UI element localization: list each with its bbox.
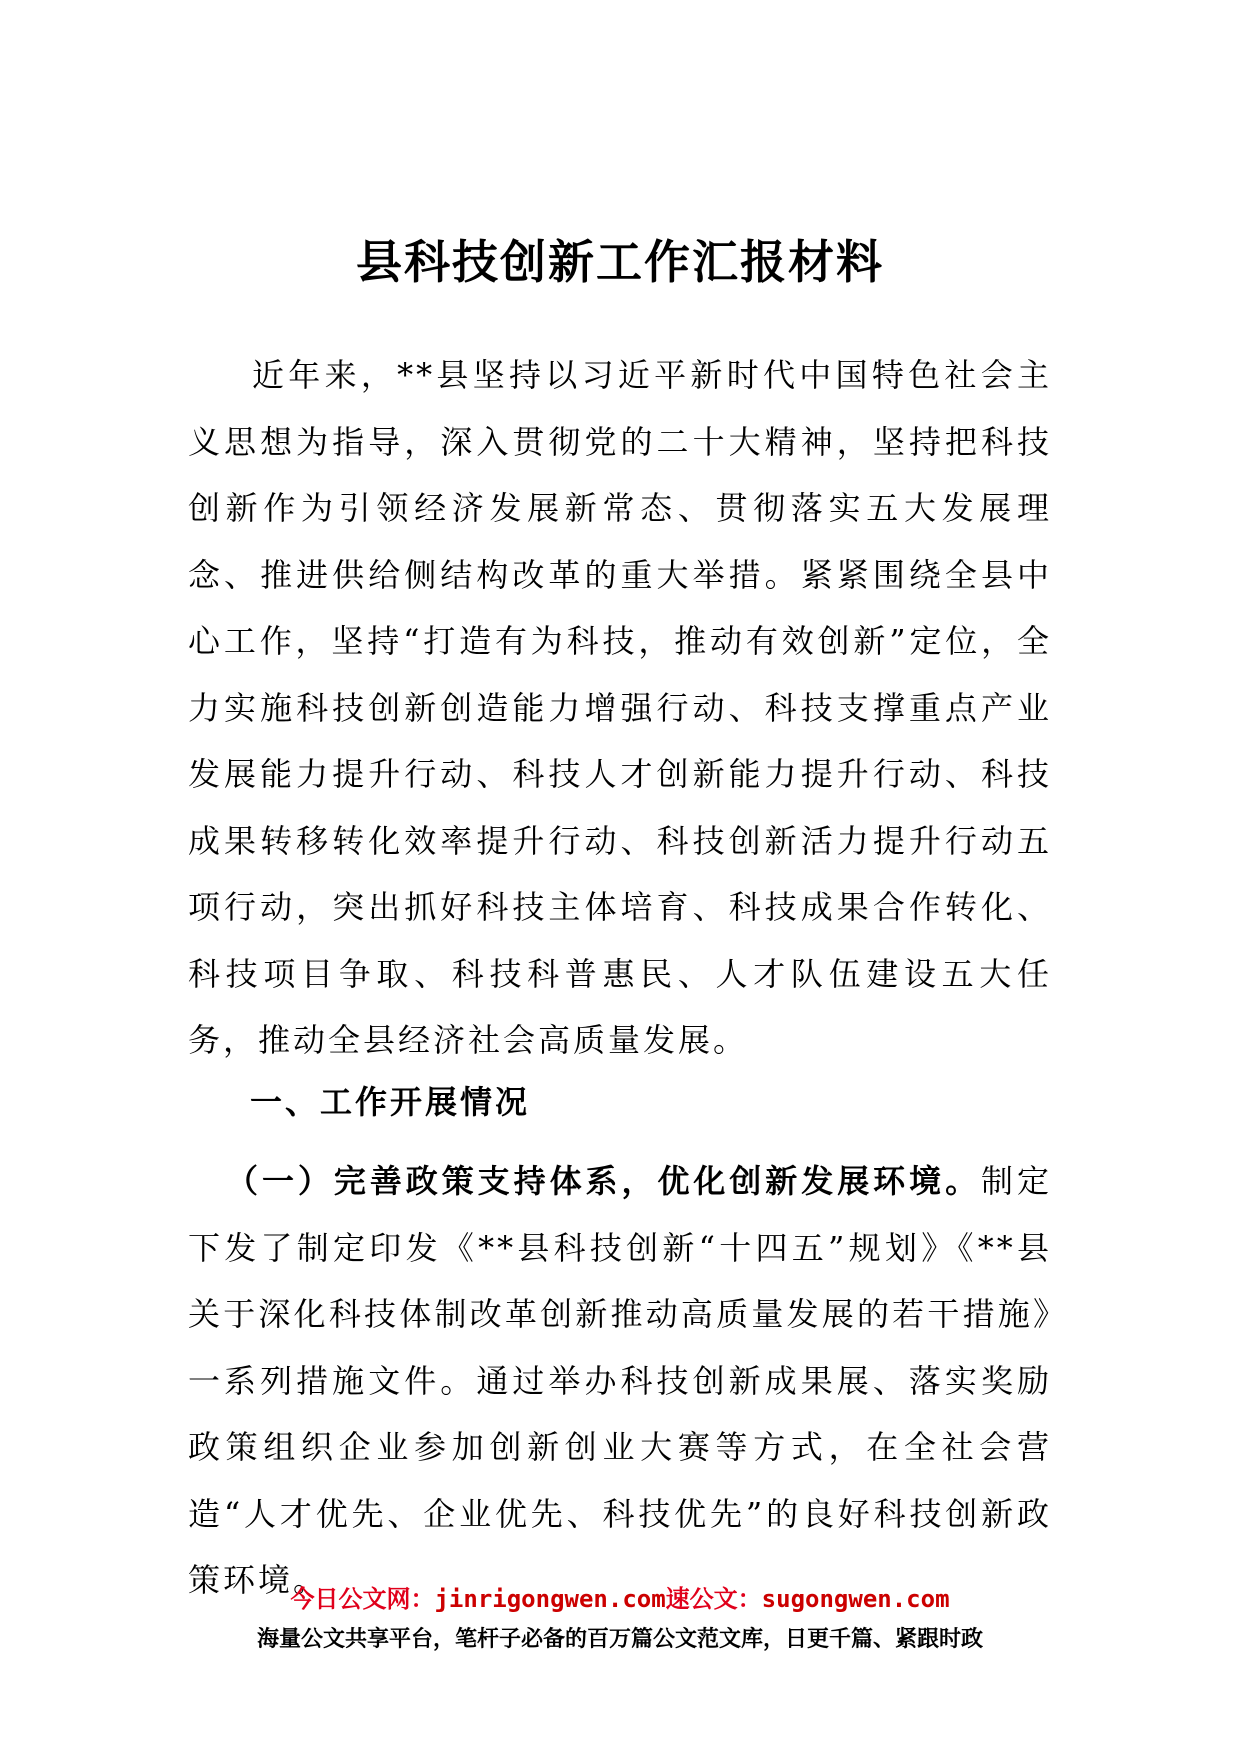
subsection-paragraph xyxy=(188,1148,1052,1614)
document-title: 县科技创新工作汇报材料 xyxy=(356,235,884,289)
footer-slogan: 海量公文共享平台，笔杆子必备的百万篇公文范文库，日更千篇、紧跟时政 xyxy=(256,1627,983,1652)
section-heading: 一、工作开展情况 xyxy=(250,1083,531,1121)
footer-site1-url[interactable]: jinrigongwen.com xyxy=(434,1585,666,1613)
subsection-heading: （一）完善政策支持体系，优化创新发展环境。 xyxy=(226,1162,982,1200)
footer-site2-url[interactable]: sugongwen.com xyxy=(761,1585,950,1613)
intro-paragraph: 近年来，**县坚持以习近平新时代中国特色社会主义思想为指导，深入贯彻党的二十大精神，坚持把科技创新作为引领经济发展新常态、贯彻落实五大发展理念、推进供给侧结构改革的重大举措。紧紧围绕全县中心工作，坚持“打造有为科技，推动有效创新”定位，全力实施科技创新创造能力增强行动、科技支撑重点产业 发展能力提升行动、科技人才创新能力提升行动、科技成果转移转化效率提升行动、科技创新活力提升行动五项行动，突出抓好科技主体培育、科技成果合作转化、科技项目争取、科技科普惠民、人才队伍建设五大任务，推动全县经济社会高质量发展。 xyxy=(188,356,1052,1059)
footer-site1-name: 今日公文网： xyxy=(290,1585,435,1613)
footer-site2-name: 速公文： xyxy=(665,1585,762,1613)
footer-sites xyxy=(0,1582,1240,1616)
subsection-text: 制定下发了制定印发《**县科技创新“十四五”规划》《**县关于深化科技体制改革创新推动高质量发展的若干措施》一系列措施文件。通过举办科技创新成果展、落实奖励政策组织企业参加创新创业大赛等方式，在全社会营造“人才优先、企业优先、科技优先”的良好科技创新政策环境。 xyxy=(188,1162,1052,1599)
